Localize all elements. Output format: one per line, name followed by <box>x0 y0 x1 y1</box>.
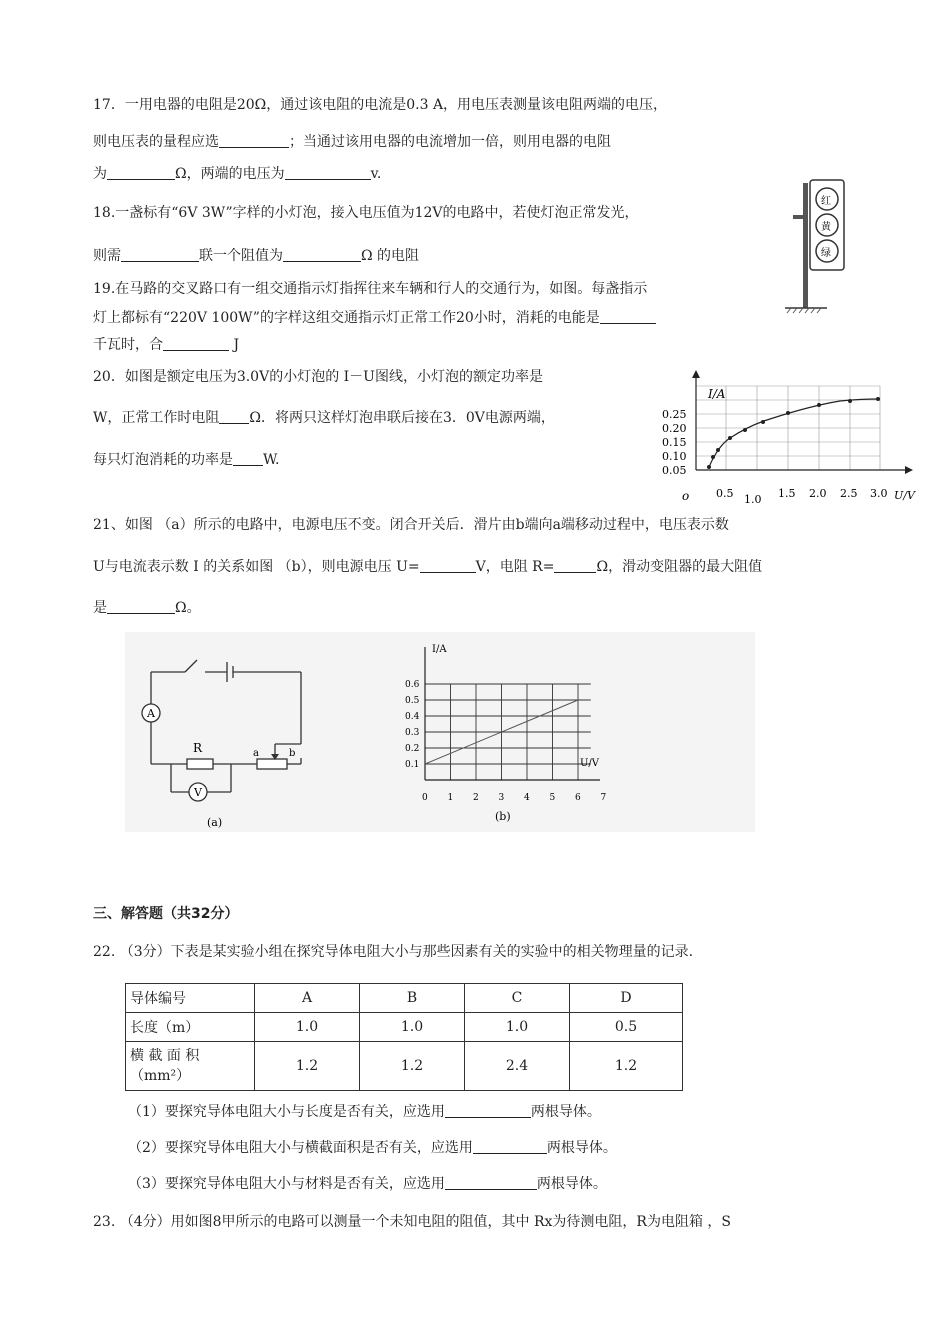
resistor-label: R <box>193 741 203 755</box>
table-cell: 1.0 <box>255 1013 360 1042</box>
table-header-cell: A <box>255 984 360 1013</box>
q21-text-e: Ω。 <box>175 600 201 616</box>
iu-curve <box>709 399 878 467</box>
q22-p2-tail: 两根导体。 <box>546 1140 617 1156</box>
chart-x-label: U/V <box>580 758 600 769</box>
q18-line2 <box>93 247 419 265</box>
yellow-label: 黄 <box>821 222 831 233</box>
table-header-cell: C <box>465 984 570 1013</box>
q17-text-c: 为 <box>93 166 107 182</box>
table-row <box>126 1013 683 1042</box>
q22-part3 <box>128 1175 607 1193</box>
table-cell <box>126 1042 255 1091</box>
table-header-cell: 导体编号 <box>126 984 255 1013</box>
circuit-diagram <box>125 632 335 832</box>
q19-text-b: 千瓦时，合 <box>93 337 163 353</box>
q17-text-d: Ω，两端的电压为 <box>175 166 285 182</box>
section-title: 三、解答题（共32分） <box>93 906 239 922</box>
x-tick-label: 3 <box>498 793 505 803</box>
iu-xtick-3.0: 3.0 <box>870 487 888 500</box>
table-header-cell: B <box>360 984 465 1013</box>
q20-text-d: W. <box>263 452 280 468</box>
q21-line3 <box>93 599 201 617</box>
x-tick-label: 7 <box>600 793 607 803</box>
iu-y-label: I/A <box>708 387 726 401</box>
traffic-light-pole <box>803 183 808 308</box>
circuit-caption: (a) <box>207 816 223 829</box>
q21-line2 <box>93 558 762 576</box>
iu-ytick-0.25: 0.25 <box>662 408 687 421</box>
area-label: 横 截 面 积 <box>130 1048 200 1064</box>
q22-blank-1[interactable] <box>445 1103 531 1118</box>
q22-p3-text: （3）要探究导体电阻大小与材料是否有关，应选用 <box>128 1176 445 1192</box>
q17-line1: 17．一用电器的电阻是20Ω，通过该电阻的电流是0.3 A，用电压表测量该电阻两端的电压， <box>93 97 668 113</box>
pole-bracket <box>793 215 805 219</box>
iu-x-arrow <box>905 466 913 474</box>
q21-blank-max-resistance[interactable] <box>107 599 175 614</box>
q20-line3 <box>93 451 279 469</box>
table-row <box>126 1042 683 1091</box>
q19-text-c: J <box>233 337 240 353</box>
iu-ytick-0.05: 0.05 <box>662 464 687 477</box>
q19-blank-joule[interactable] <box>163 336 229 351</box>
q22-p1-text: （1）要探究导体电阻大小与长度是否有关，应选用 <box>128 1104 445 1120</box>
q22-part1 <box>128 1103 601 1121</box>
y-tick-label: 0.1 <box>405 760 420 770</box>
iu-xtick-1.0: 1.0 <box>744 493 762 506</box>
q18-text-a: 则需 <box>93 248 121 264</box>
q19-blank-kwh[interactable] <box>600 309 656 324</box>
q17-text-b: ；当通过该用电器的电流增加一倍，则用电器的电阻 <box>289 134 611 150</box>
rheostat <box>257 759 287 769</box>
q19-line3 <box>93 336 239 354</box>
q18-line1: 18.一盏标有“6V 3W”字样的小灯泡，接入电压值为12V的电路中，若使灯泡正常发光， <box>93 205 639 221</box>
q19-line2 <box>93 309 656 327</box>
q22-part2 <box>128 1139 617 1157</box>
traffic-light-figure <box>775 175 855 315</box>
q17-blank-resistance[interactable] <box>107 165 175 180</box>
table-cell: 长度（m） <box>126 1013 255 1042</box>
iu-ytick-0.20: 0.20 <box>662 422 687 435</box>
chart-tick-labels <box>405 680 607 803</box>
area-unit: （mm²） <box>130 1068 191 1084</box>
resistor-r <box>187 759 213 769</box>
iu-xtick-2.0: 2.0 <box>809 487 827 500</box>
q21-text-a: U与电流表示数 I 的关系如图 （b），则电源电压 U= <box>93 559 420 575</box>
table-cell: 1.2 <box>255 1042 360 1091</box>
q20-blank-power[interactable] <box>233 451 263 466</box>
iu-y-arrow <box>692 370 700 378</box>
q20-line1: 20．如图是额定电压为3.0V的小灯泡的 I－U图线，小灯泡的额定功率是 <box>93 369 543 385</box>
y-tick-label: 0.4 <box>405 712 420 722</box>
x-tick-label: 6 <box>575 793 581 803</box>
table-cell: 2.4 <box>465 1042 570 1091</box>
q20-line2 <box>93 409 555 427</box>
q21-blank-voltage[interactable] <box>420 558 476 573</box>
q17-text-a: 则电压表的量程应选 <box>93 134 219 150</box>
table-cell: 1.2 <box>360 1042 465 1091</box>
rheostat-end-a: a <box>253 748 259 759</box>
x-tick-label: 0 <box>422 793 428 803</box>
iu-origin: o <box>682 489 690 503</box>
chart-caption: (b) <box>495 810 511 823</box>
green-label: 绿 <box>821 248 831 259</box>
chart-y-label: I/A <box>432 644 447 655</box>
q20-text-a: W，正常工作时电阻 <box>93 410 220 426</box>
iu-xtick-2.5: 2.5 <box>840 487 858 500</box>
q20-text-b: Ω．将两只这样灯泡串联后接在3．0V电源两端， <box>249 410 555 426</box>
rheostat-end-b: b <box>289 748 296 759</box>
q18-text-b: 联一个阻值为 <box>199 248 283 264</box>
q21-blank-resistance[interactable] <box>554 558 596 573</box>
chart-grid <box>425 684 591 780</box>
iu-curve-figure <box>660 368 925 508</box>
q20-text-c: 每只灯泡消耗的功率是 <box>93 452 233 468</box>
table-cell: 1.2 <box>570 1042 683 1091</box>
iu-line-chart <box>380 632 620 832</box>
x-tick-label: 4 <box>524 793 530 803</box>
iu-points <box>707 397 880 469</box>
iu-ytick-0.15: 0.15 <box>662 436 687 449</box>
q18-text-c: Ω 的电阻 <box>361 248 420 264</box>
x-tick-label: 5 <box>549 793 556 803</box>
red-label: 红 <box>821 196 831 207</box>
q22-p2-text: （2）要探究导体电阻大小与横截面积是否有关，应选用 <box>128 1140 473 1156</box>
circuit-wires <box>151 660 301 792</box>
iu-xtick-1.5: 1.5 <box>778 487 796 500</box>
y-tick-label: 0.2 <box>405 744 420 754</box>
iu-ytick-0.10: 0.10 <box>662 450 687 463</box>
q22-intro: 22. （3分）下表是某实验小组在探究导体电阻大小与那些因素有关的实验中的相关物理量的记录. <box>93 944 694 960</box>
table-header-row <box>126 984 683 1013</box>
q21-text-d: 是 <box>93 600 107 616</box>
q18-blank-connection[interactable] <box>121 247 199 262</box>
q20-blank-resistance[interactable] <box>219 409 249 424</box>
q21-text-b: V，电阻 R= <box>475 559 555 575</box>
q18-blank-resistance[interactable] <box>283 247 361 262</box>
q17-line3 <box>93 165 381 183</box>
q22-p1-tail: 两根导体。 <box>530 1104 601 1120</box>
x-tick-label: 1 <box>447 793 454 803</box>
table-cell: 1.0 <box>360 1013 465 1042</box>
table-cell: 1.0 <box>465 1013 570 1042</box>
q21-line1: 21、如图 （a）所示的电路中，电源电压不变。闭合开关后．滑片由b端向a端移动过程中，电压表示数 <box>93 517 729 533</box>
y-tick-label: 0.5 <box>405 696 420 706</box>
y-tick-label: 0.3 <box>405 728 420 738</box>
q17-line2 <box>93 133 611 151</box>
q23-line1: 23. （4分）用如图8甲所示的电路可以测量一个未知电阻的阻值，其中 Rx为待测电阻，R为电阻箱 ，S <box>93 1214 731 1230</box>
q19-line1: 19.在马路的交叉路口有一组交通指示灯指挥往来车辆和行人的交通行为，如图。每盏指示 <box>93 281 648 297</box>
ammeter-label: A <box>147 707 155 720</box>
iu-xtick-0.5: 0.5 <box>716 487 734 500</box>
q17-text-e: v. <box>370 166 382 182</box>
x-tick-label: 2 <box>473 793 479 803</box>
q17-blank-voltage[interactable] <box>285 165 371 180</box>
q21-text-c: Ω，滑动变阻器的最大阻值 <box>596 559 763 575</box>
q22-blank-2[interactable] <box>473 1139 547 1154</box>
q22-p3-tail: 两根导体。 <box>536 1176 607 1192</box>
conductor-table <box>125 983 683 1091</box>
iu-x-label: U/V <box>894 489 915 502</box>
table-header-cell: D <box>570 984 683 1013</box>
q17-blank-range[interactable] <box>219 133 289 148</box>
q22-blank-3[interactable] <box>445 1175 537 1190</box>
table-cell: 0.5 <box>570 1013 683 1042</box>
q19-text-a: 灯上都标有“220V 100W”的字样这组交通指示灯正常工作20小时，消耗的电能是 <box>93 310 600 326</box>
voltmeter-label: V <box>194 786 202 799</box>
y-tick-label: 0.6 <box>405 680 420 690</box>
